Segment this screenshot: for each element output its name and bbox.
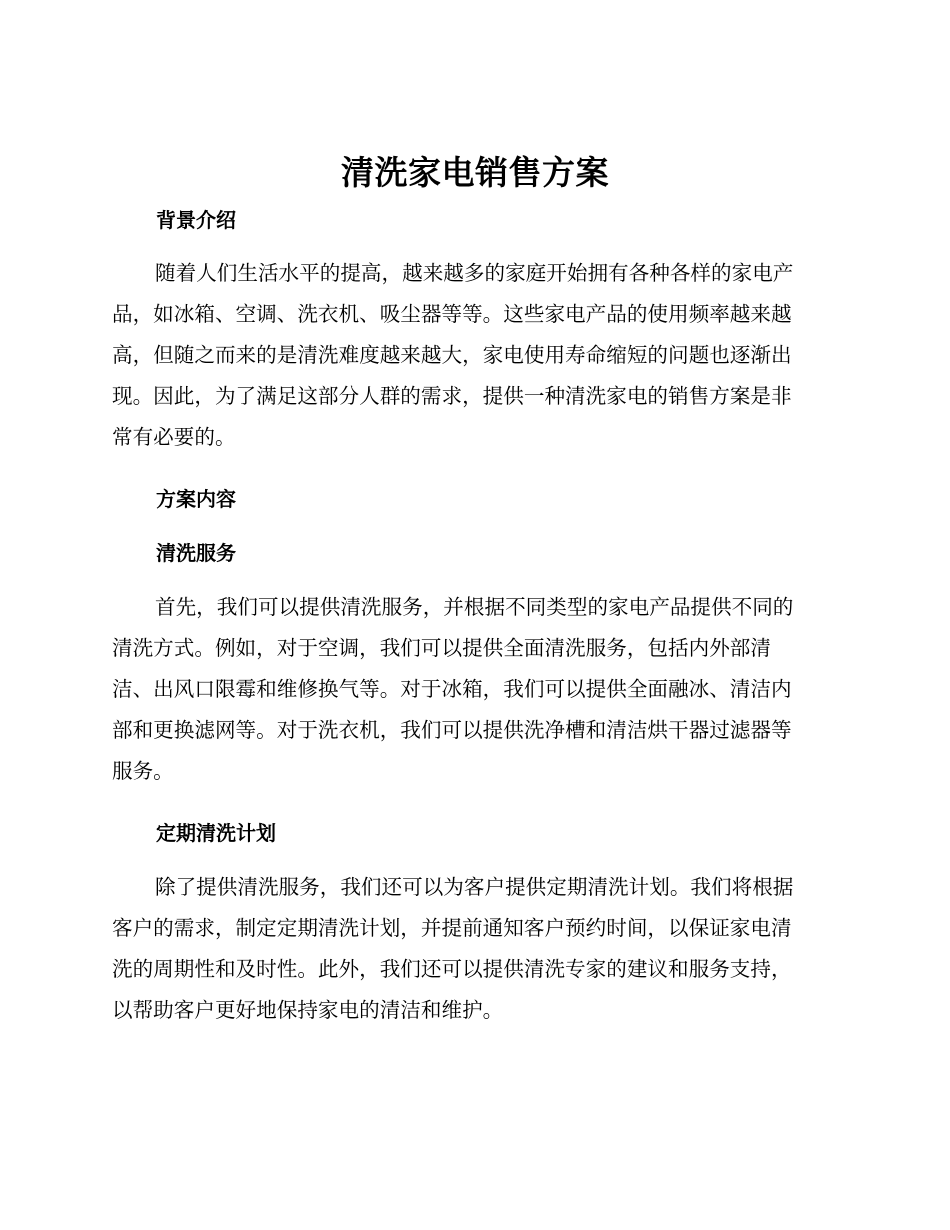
paragraph-line: 品，如冰箱、空调、洗衣机、吸尘器等等。这些家电产品的使用频率越来越	[112, 302, 792, 326]
document-title: 清洗家电销售方案	[341, 153, 609, 192]
paragraph-background	[112, 253, 830, 458]
paragraph-line: 随着人们生活水平的提高，越来越多的家庭开始拥有各种各样的家电产	[155, 261, 794, 285]
paragraph-line: 常有必要的。	[112, 425, 236, 449]
paragraph-line: 除了提供清洗服务，我们还可以为客户提供定期清洗计划。我们将根据	[155, 875, 794, 899]
paragraph-line: 首先，我们可以提供清洗服务，并根据不同类型的家电产品提供不同的	[155, 595, 794, 619]
paragraph-regular-plan	[112, 867, 830, 1031]
paragraph-line: 高，但随之而来的是清洗难度越来越大，家电使用寿命缩短的问题也逐渐出	[112, 343, 792, 367]
paragraph-line: 部和更换滤网等。对于洗衣机，我们可以提供洗净槽和清洁烘干器过滤器等	[112, 718, 792, 742]
paragraph-line: 清洗方式。例如，对于空调，我们可以提供全面清洗服务，包括内外部清	[112, 636, 771, 660]
paragraph-line: 以帮助客户更好地保持家电的清洁和维护。	[112, 998, 504, 1022]
section-heading-plan: 方案内容	[156, 487, 236, 511]
paragraph-line: 洗的周期性和及时性。此外，我们还可以提供清洗专家的建议和服务支持，	[112, 957, 792, 981]
paragraph-cleaning-service	[112, 587, 830, 792]
section-heading-regular-plan: 定期清洗计划	[156, 821, 276, 845]
section-heading-cleaning-service: 清洗服务	[156, 541, 236, 565]
paragraph-line: 现。因此，为了满足这部分人群的需求，提供一种清洗家电的销售方案是非	[112, 384, 792, 408]
paragraph-line: 客户的需求，制定定期清洗计划，并提前通知客户预约时间，以保证家电清	[112, 916, 792, 940]
paragraph-line: 洁、出风口限霉和维修换气等。对于冰箱，我们可以提供全面融冰、清洁内	[112, 677, 792, 701]
section-heading-background: 背景介绍	[156, 208, 236, 232]
paragraph-line: 服务。	[112, 759, 174, 783]
